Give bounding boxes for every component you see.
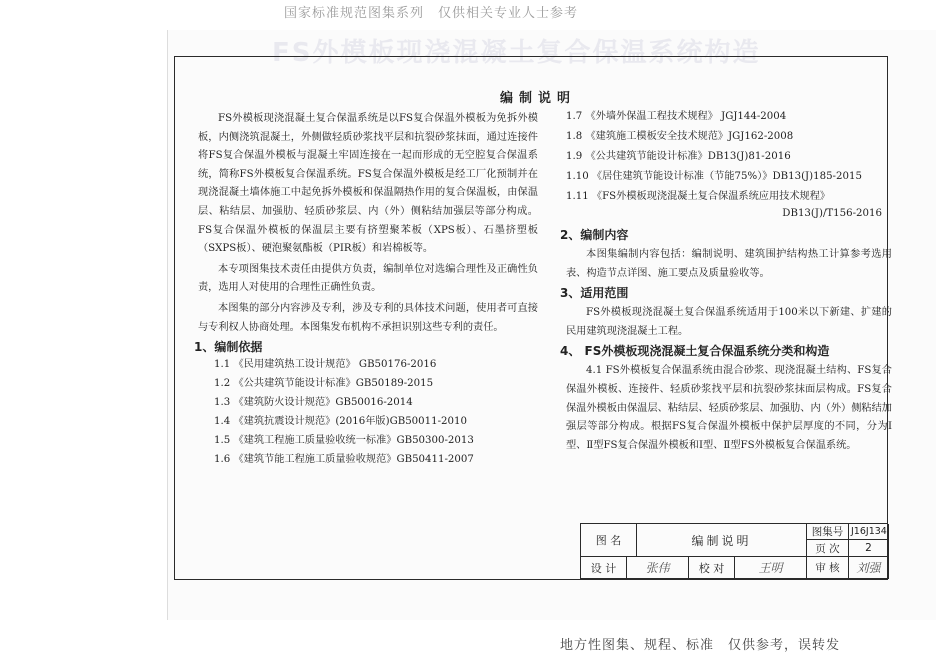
- page-title: 编制说明: [500, 91, 577, 106]
- left-column: [194, 110, 538, 472]
- ref-1-9: 1.9 《公共建筑节能设计标准》DB13(J)81-2016: [566, 151, 791, 162]
- intro-paragraph-3: 本图集的部分内容涉及专利，涉及专利的具体技术问题，使用者可直接与专利权人协商处理。本图集发布机构不承担识别这些专利的责任。: [198, 302, 538, 333]
- section-3-text: FS外模板现浇混凝土复合保温系统适用于100米以下新建、扩建的民用建筑现浇混凝土工程。: [566, 307, 892, 337]
- tb-check-signature: 王明: [735, 557, 807, 579]
- tb-review-label: 审 核: [807, 557, 849, 579]
- ref-1-2: 1.2 《公共建筑节能设计标准》GB50189-2015: [214, 378, 434, 390]
- ref-1-7: 1.7 《外墙外保温工程技术规程》 JGJ144-2004: [566, 111, 787, 122]
- section-3-title: 3、适用范围: [560, 286, 629, 301]
- ref-1-4: 1.4 《建筑抗震设计规范》(2016年版)GB50011-2010: [214, 416, 467, 428]
- tb-page-no: 2: [849, 540, 889, 557]
- section-1-title: 1、编制依据: [194, 340, 263, 355]
- ref-1-8: 1.8 《建筑施工模板安全技术规范》JGJ162-2008: [566, 131, 794, 142]
- ref-1-3: 1.3 《建筑防火设计规范》GB50016-2014: [214, 397, 413, 409]
- section-4-title: 4、 FS外模板现浇混凝土复合保温系统分类和构造: [560, 344, 830, 359]
- ref-1-11-code: DB13(J)/T156-2016: [782, 208, 882, 219]
- tb-check-label: 校 对: [689, 557, 735, 579]
- tb-atlas-label: 图集号: [807, 524, 849, 540]
- title-block: [580, 523, 888, 580]
- section-2-title: 2、编制内容: [560, 228, 629, 242]
- tb-title: 编制说明: [637, 524, 807, 557]
- top-watermark: 国家标准规范图集系列 仅供相关专业人士参考: [284, 6, 579, 21]
- ref-1-10: 1.10 《居住建筑节能设计标准（节能75%）》DB13(J)185-2015: [566, 171, 862, 182]
- bottom-watermark: 地方性图集、规程、标准 仅供参考，误转发: [560, 638, 841, 653]
- ref-1-11: 1.11 《FS外模板现浇混凝土复合保温系统应用技术规程》: [566, 191, 831, 202]
- ref-1-1: 1.1 《民用建筑热工设计规范》 GB50176-2016: [214, 359, 437, 371]
- tb-page-label: 页 次: [807, 540, 849, 557]
- tb-atlas-no: J16J134: [849, 524, 889, 540]
- section-2-text: 本图集编制内容包括：编制说明、建筑围护结构热工计算参考选用表、构造节点详图、施工要点及质量验收等。: [566, 249, 892, 279]
- intro-paragraph-1: FS外模板现浇混凝土复合保温系统是以FS复合保温外模板为免拆外模板，内侧浇筑混凝土，外侧做轻质砂浆找平层和抗裂砂浆抹面，通过连接件将FS复合保温外模板与混凝土牢固连接在一起而形成的无空腔复合保温系统，简称FS外模板复合保温系统。FS复合保温外模板是经工厂化预制并在现浇混凝土墙体施工中起免拆外模板和保温隔热作用的复合保温板，由保温层、粘结层、加强肋、轻质砂浆层、内（外）侧粘结加强层等部分构成。FS复合保温外模板的保温层主要有挤塑聚苯板（XPS板）、石墨挤塑板（SXPS板）、硬泡聚氨酯板（PIR板）和岩棉板等。: [198, 113, 538, 255]
- section-4-text: 4.1 FS外模板复合保温系统由混合砂浆、现浇混凝土结构、FS复合保温外模板、连接件、轻质砂浆找平层和抗裂砂浆抹面层构成。FS复合保温外模板由保温层、粘结层、轻质砂浆层、加强肋、内（外）侧粘结加强层等部分构成。根据FS复合保温外模板中保护层厚度的不同，分为Ⅰ型、Ⅱ型FS复合保温外模板和Ⅰ型、Ⅱ型FS外模板复合保温系统。: [566, 365, 892, 451]
- ref-1-6: 1.6 《建筑节能工程施工质量验收规范》GB50411-2007: [214, 454, 474, 466]
- tb-name-label: 图 名: [581, 524, 637, 557]
- intro-paragraph-2: 本专项图集技术责任由提供方负责，编制单位对选编合理性及正确性负责，选用人对使用的合理性正确性负责。: [198, 263, 538, 294]
- tb-design-label: 设 计: [581, 557, 627, 579]
- bleed-through-title: FS外模板现浇混凝土复合保温系统构造: [272, 38, 761, 68]
- tb-design-signature: 张伟: [627, 557, 689, 579]
- ref-1-5: 1.5 《建筑工程施工质量验收统一标准》GB50300-2013: [214, 435, 474, 447]
- right-column: [560, 110, 892, 455]
- tb-review-signature: 刘强: [849, 557, 889, 579]
